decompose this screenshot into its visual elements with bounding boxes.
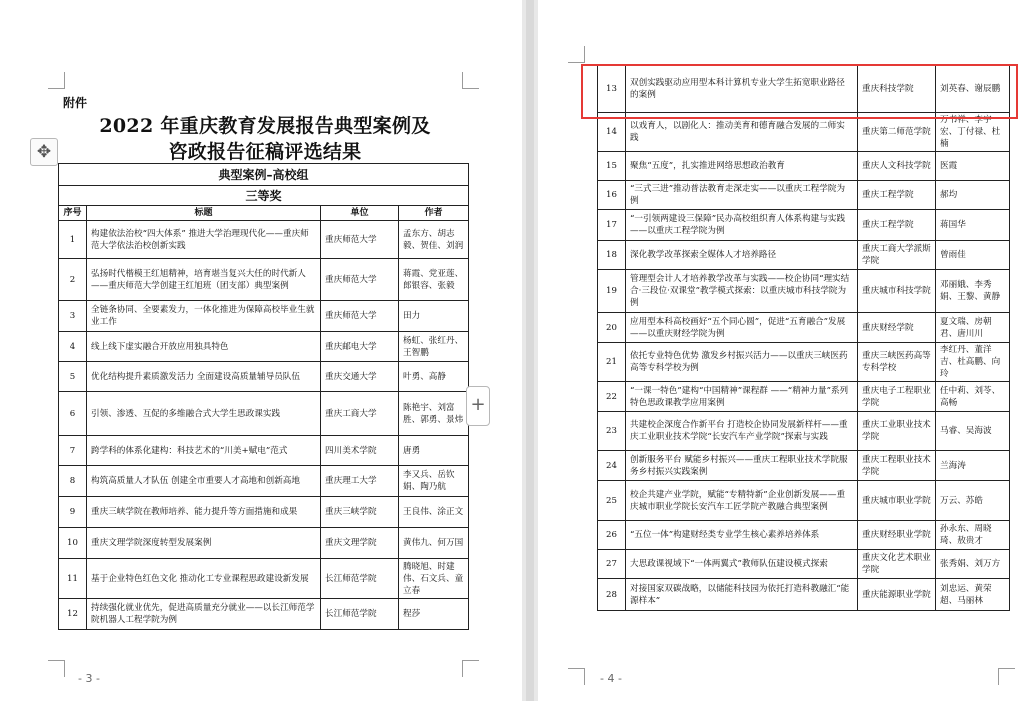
table-row <box>59 466 469 497</box>
row-authors: 李又兵、岳钦娟、陶乃航 <box>399 466 469 497</box>
row-title: 深化教学改革探索全媒体人才培养路径 <box>626 241 858 270</box>
crop-mark <box>462 72 479 89</box>
row-title: “五位一体”构建财经类专业学生核心素养培养体系 <box>626 521 858 550</box>
document-title-line1: 2022 年重庆教育发展报告典型案例及 <box>99 115 431 137</box>
row-number: 22 <box>598 382 626 412</box>
row-unit: 重庆文理学院 <box>321 528 399 559</box>
row-number: 2 <box>59 259 87 301</box>
crop-mark <box>48 660 65 677</box>
table-row <box>59 362 469 392</box>
row-authors: 王良伟、涂正文 <box>399 497 469 528</box>
row-authors: 蒋国华 <box>936 210 1010 241</box>
row-unit: 重庆交通大学 <box>321 362 399 392</box>
table-row <box>59 599 469 630</box>
document-page-4 <box>538 0 1024 701</box>
row-unit: 重庆工程职业技术学院 <box>858 451 936 481</box>
attachment-label: 附件 <box>63 96 88 110</box>
row-number: 27 <box>598 550 626 579</box>
table-row <box>59 332 469 362</box>
add-column-button[interactable] <box>466 386 490 426</box>
row-unit: 重庆工业职业技术学院 <box>858 412 936 451</box>
row-number: 9 <box>59 497 87 528</box>
row-authors: 万书祥、李宇宏、丁付禄、杜楠 <box>936 113 1010 152</box>
row-authors: 马睿、吴海波 <box>936 412 1010 451</box>
row-title: 构建依法治校“四大体系” 推进大学治理现代化——重庆师范大学依法治校创新实践 <box>87 221 321 259</box>
row-unit: 重庆工商大学 <box>321 392 399 436</box>
row-authors: 杨虹、张红丹、王智鹏 <box>399 332 469 362</box>
row-unit: 重庆理工大学 <box>321 466 399 497</box>
row-unit: 重庆邮电大学 <box>321 332 399 362</box>
row-authors: 黄伟九、何万国 <box>399 528 469 559</box>
table-row <box>598 550 1010 579</box>
table-move-handle[interactable] <box>30 138 58 166</box>
row-number: 23 <box>598 412 626 451</box>
row-number: 19 <box>598 270 626 313</box>
table-row <box>59 301 469 332</box>
highlight-box <box>581 64 1018 119</box>
row-unit: 重庆文化艺术职业学院 <box>858 550 936 579</box>
row-title: 大思政课视域下“一体两翼式”教师队伍建设模式探索 <box>626 550 858 579</box>
row-title: 弘扬时代楷模王红旭精神，培育堪当复兴大任的时代新人——重庆师范大学创建王红旭班（团支部）典型案例 <box>87 259 321 301</box>
row-unit: 重庆工程学院 <box>858 210 936 241</box>
row-authors: 曾雨佳 <box>936 241 1010 270</box>
row-unit: 重庆工程学院 <box>858 181 936 210</box>
table-row <box>598 521 1010 550</box>
crop-mark <box>462 660 479 677</box>
row-title: 对接国家双碳战略，以储能科技园为依托打造科教融汇“能源样本” <box>626 579 858 611</box>
table-row <box>598 579 1010 611</box>
row-authors: 陈艳宇、刘富胜、郭勇、景炜 <box>399 392 469 436</box>
document-title-line2: 咨政报告征稿评选结果 <box>168 141 362 163</box>
table-row <box>59 259 469 301</box>
table-row <box>598 241 1010 270</box>
row-number: 1 <box>59 221 87 259</box>
row-number: 7 <box>59 436 87 466</box>
move-icon: ✥ <box>36 142 52 162</box>
row-unit: 重庆三峡学院 <box>321 497 399 528</box>
row-title: 依托专业特色优势 激发乡村振兴活力——以重庆三峡医药高等专科学校为例 <box>626 343 858 382</box>
row-authors: 郝均 <box>936 181 1010 210</box>
row-authors: 田力 <box>399 301 469 332</box>
row-authors: 孙永东、周晓琦、敖贵才 <box>936 521 1010 550</box>
crop-mark <box>48 72 65 89</box>
row-number: 10 <box>59 528 87 559</box>
row-unit: 重庆财经职业学院 <box>858 521 936 550</box>
row-authors: 任中莉、刘苓、高畅 <box>936 382 1010 412</box>
row-title: 管理型会计人才培养教学改革与实践——校企协同“理实结合·三段位·双课堂”教学模式探索：以重庆城市科技学院为例 <box>626 270 858 313</box>
section-heading: 典型案例–高校组 <box>59 164 469 186</box>
row-unit: 重庆能源职业学院 <box>858 579 936 611</box>
row-title: 应用型本科高校画好“五个同心圆”，促进“五育融合”发展——以重庆财经学院为例 <box>626 313 858 343</box>
row-number: 28 <box>598 579 626 611</box>
row-authors: 张秀娟、刘万方 <box>936 550 1010 579</box>
row-authors: 医霞 <box>936 152 1010 181</box>
table-row <box>598 210 1010 241</box>
row-title: “三式三进”推动普法教育走深走实——以重庆工程学院为例 <box>626 181 858 210</box>
row-unit: 重庆人文科技学院 <box>858 152 936 181</box>
table-row <box>59 392 469 436</box>
row-number: 18 <box>598 241 626 270</box>
table-row <box>598 313 1010 343</box>
row-unit: 重庆师范大学 <box>321 221 399 259</box>
page-number: - 3 - <box>78 672 100 685</box>
row-authors: 李红丹、董洋吉、杜高鹏、向玲 <box>936 343 1010 382</box>
table-row <box>598 270 1010 313</box>
row-authors: 蒋霞、党亚莲、郎银容、张毅 <box>399 259 469 301</box>
row-title: 引领、渗透、互促的多维融合式大学生思政课实践 <box>87 392 321 436</box>
plus-icon: + <box>470 394 486 415</box>
row-number: 24 <box>598 451 626 481</box>
row-unit: 重庆三峡医药高等专科学校 <box>858 343 936 382</box>
table-row <box>59 221 469 259</box>
row-title: 跨学科的体系化建构：科技艺术的“川美+赋电”范式 <box>87 436 321 466</box>
row-unit: 重庆第二师范学院 <box>858 113 936 152</box>
row-unit: 重庆电子工程职业学院 <box>858 382 936 412</box>
row-authors: 腾晓旭、时建伟、石文兵、童立春 <box>399 559 469 599</box>
row-title: 持续强化就业优先，促进高质量充分就业——以长江师范学院机器人工程学院为例 <box>87 599 321 630</box>
row-number: 20 <box>598 313 626 343</box>
table-row <box>59 528 469 559</box>
page-number: - 4 - <box>600 672 622 685</box>
row-number: 8 <box>59 466 87 497</box>
row-title: 基于企业特色红色文化 推动化工专业课程思政建设新发展 <box>87 559 321 599</box>
row-title: 聚焦“五度”，扎实推进网络思想政治教育 <box>626 152 858 181</box>
row-authors: 叶勇、高静 <box>399 362 469 392</box>
table-row <box>598 343 1010 382</box>
row-title: 以戏育人，以剧化人：推动美育和德育融合发展的二师实践 <box>626 113 858 152</box>
row-number: 3 <box>59 301 87 332</box>
page-gutter <box>526 0 534 701</box>
table-row <box>59 436 469 466</box>
results-table-right <box>597 64 1010 611</box>
row-title: 共建校企深度合作新平台 打造校企协同发展新样杆——重庆工业职业技术学院“长安汽车产业学院”探索与实践 <box>626 412 858 451</box>
row-unit: 重庆科技学院 <box>858 65 936 113</box>
row-authors: 程莎 <box>399 599 469 630</box>
header-title: 标题 <box>87 206 321 221</box>
row-unit: 四川美术学院 <box>321 436 399 466</box>
row-authors: 刘英春、谢辰鹏 <box>936 65 1010 113</box>
row-title: 重庆文理学院深度转型发展案例 <box>87 528 321 559</box>
row-number: 5 <box>59 362 87 392</box>
row-unit: 重庆师范大学 <box>321 301 399 332</box>
row-authors: 邓丽娥、李秀娟、王黎、黄静 <box>936 270 1010 313</box>
row-authors: 刘忠运、黄荣超、马丽林 <box>936 579 1010 611</box>
row-authors: 夏文瑞、房朝君、唐川川 <box>936 313 1010 343</box>
row-number: 17 <box>598 210 626 241</box>
header-num: 序号 <box>59 206 87 221</box>
row-authors: 兰海涛 <box>936 451 1010 481</box>
row-number: 14 <box>598 113 626 152</box>
row-unit: 重庆城市科技学院 <box>858 270 936 313</box>
row-title: 创新服务平台 赋能乡村振兴——重庆工程职业技术学院服务乡村振兴实践案例 <box>626 451 858 481</box>
table-row <box>598 451 1010 481</box>
row-number: 6 <box>59 392 87 436</box>
row-unit: 长江师范学院 <box>321 559 399 599</box>
row-number: 21 <box>598 343 626 382</box>
row-number: 15 <box>598 152 626 181</box>
table-row <box>598 412 1010 451</box>
table-row <box>59 497 469 528</box>
row-authors: 万云、苏皓 <box>936 481 1010 521</box>
row-number: 25 <box>598 481 626 521</box>
crop-mark <box>568 46 585 63</box>
row-unit: 重庆城市职业学院 <box>858 481 936 521</box>
row-number: 4 <box>59 332 87 362</box>
row-title: 重庆三峡学院在教师培养、能力提升等方面措施和成果 <box>87 497 321 528</box>
results-table-left <box>58 163 469 630</box>
table-row <box>598 481 1010 521</box>
row-unit: 重庆工商大学派斯学院 <box>858 241 936 270</box>
row-title: 构筑高质量人才队伍 创建全市重要人才高地和创新高地 <box>87 466 321 497</box>
table-row <box>598 152 1010 181</box>
row-title: 线上线下虚实融合开放应用独具特色 <box>87 332 321 362</box>
row-title: 双创实践驱动应用型本科计算机专业大学生拓宽职业路径的案例 <box>626 65 858 113</box>
row-title: “一引领两建设三保障”民办高校组织育人体系构建与实践——以重庆工程学院为例 <box>626 210 858 241</box>
table-row <box>598 181 1010 210</box>
header-author: 作者 <box>399 206 469 221</box>
crop-mark <box>568 668 585 685</box>
row-title: 校企共建产业学院，赋能“专精特新”企业创新发展——重庆城市职业学院长安汽车工匠学院产教融合典型案例 <box>626 481 858 521</box>
row-number: 12 <box>59 599 87 630</box>
table-row <box>598 382 1010 412</box>
row-unit: 重庆财经学院 <box>858 313 936 343</box>
header-unit: 单位 <box>321 206 399 221</box>
row-authors: 孟东方、胡志毅、贺佳、刘润 <box>399 221 469 259</box>
row-number: 16 <box>598 181 626 210</box>
row-number: 26 <box>598 521 626 550</box>
row-number: 11 <box>59 559 87 599</box>
row-title: “一课一特色”建构“中国精神”课程群 ——“精神力量”系列特色思政课教学应用案例 <box>626 382 858 412</box>
row-authors: 唐勇 <box>399 436 469 466</box>
crop-mark <box>998 668 1015 685</box>
row-number: 13 <box>598 65 626 113</box>
row-title: 全链条协同、全要素发力，一体化推进为保障高校毕业生就业工作 <box>87 301 321 332</box>
row-title: 优化结构提升素质激发活力 全面建设高质量辅导员队伍 <box>87 362 321 392</box>
row-unit: 重庆师范大学 <box>321 259 399 301</box>
table-row <box>59 559 469 599</box>
award-heading: 三等奖 <box>59 186 469 206</box>
row-unit: 长江师范学院 <box>321 599 399 630</box>
